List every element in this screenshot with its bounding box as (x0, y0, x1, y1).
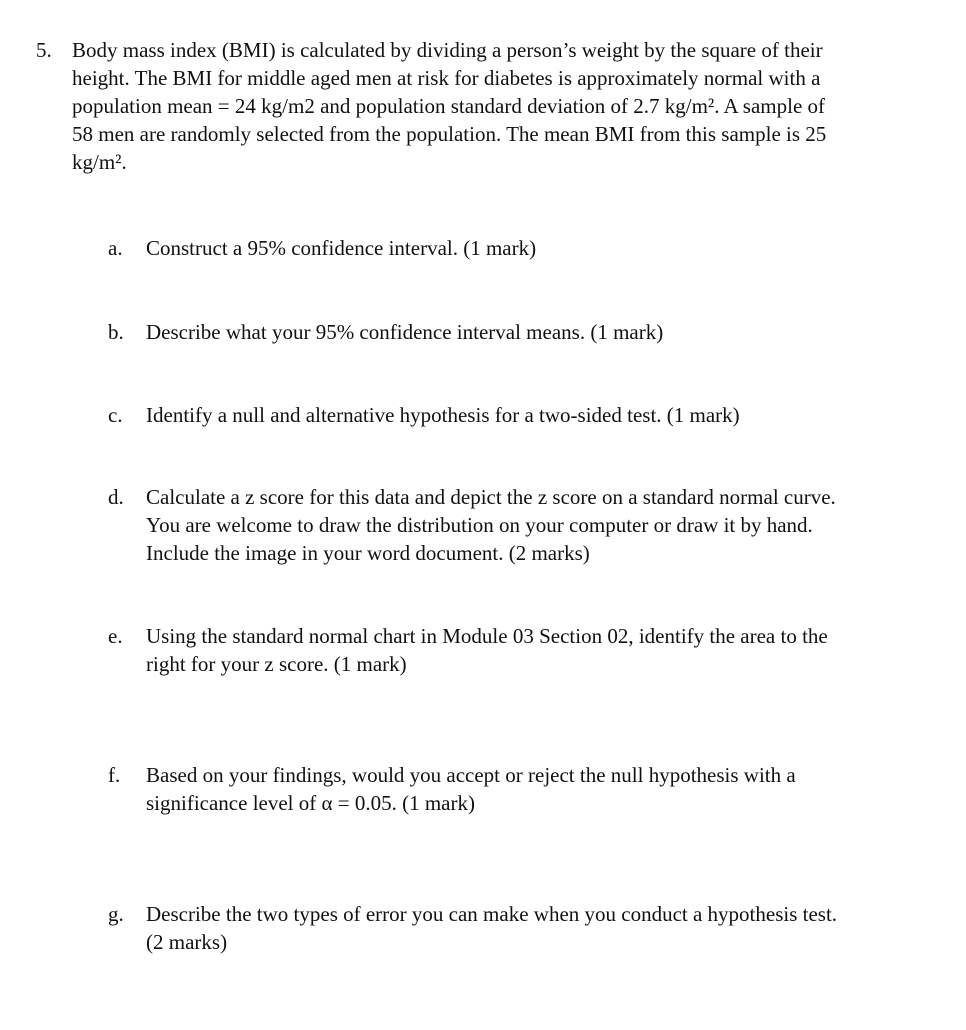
part-line: (2 marks) (146, 930, 228, 954)
part-text (146, 622, 946, 678)
part-line: significance level of α = 0.05. (1 mark) (146, 791, 475, 815)
part-letter: b. (108, 320, 124, 344)
question-stem-line: Body mass index (BMI) is calculated by dividing a person’s weight by the square of their (72, 38, 823, 62)
part-line: Calculate a z score for this data and depict the z score on a standard normal curve. (146, 485, 836, 509)
question-stem-line: kg/m². (72, 150, 127, 174)
question-number: 5. (36, 38, 52, 62)
part-line: Construct a 95% confidence interval. (1 mark) (146, 236, 537, 260)
part-line: Describe the two types of error you can make when you conduct a hypothesis test. (146, 902, 838, 926)
part-line: Based on your findings, would you accept or reject the null hypothesis with a (146, 763, 796, 787)
question-stem-line: height. The BMI for middle aged men at risk for diabetes is approximately normal with a (72, 66, 821, 90)
question-stem-line: 58 men are randomly selected from the population. The mean BMI from this sample is 25 (72, 122, 827, 146)
part-text (146, 234, 946, 262)
question-stem (72, 36, 940, 176)
part-text (146, 483, 946, 567)
part-letter: c. (108, 403, 123, 427)
part-letter: e. (108, 624, 123, 648)
part-text (146, 318, 946, 346)
part-text (146, 401, 946, 429)
part-line: Include the image in your word document. (2 marks) (146, 541, 590, 565)
part-line: Describe what your 95% confidence interval means. (1 mark) (146, 320, 664, 344)
part-line: Identify a null and alternative hypothesis for a two-sided test. (1 mark) (146, 403, 740, 427)
question-stem-line: population mean = 24 kg/m2 and population standard deviation of 2.7 kg/m². A sample of (72, 94, 826, 118)
part-text (146, 761, 946, 817)
part-letter: g. (108, 902, 124, 926)
part-line: You are welcome to draw the distribution on your computer or draw it by hand. (146, 513, 813, 537)
part-line: Using the standard normal chart in Module 03 Section 02, identify the area to the (146, 624, 828, 648)
part-letter: a. (108, 236, 123, 260)
part-letter: d. (108, 485, 124, 509)
part-line: right for your z score. (1 mark) (146, 652, 407, 676)
part-text (146, 900, 946, 956)
part-letter: f. (108, 763, 121, 787)
